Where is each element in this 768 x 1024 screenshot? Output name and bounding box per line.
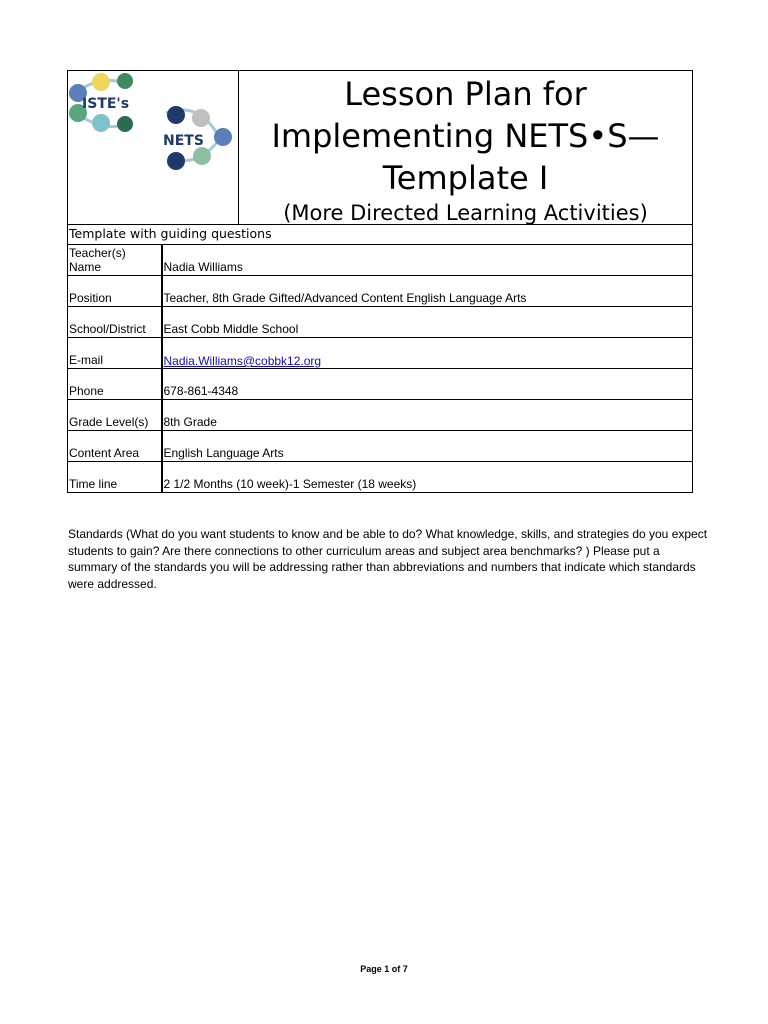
table-row (68, 245, 693, 276)
lesson-plan-header (67, 70, 693, 225)
row-label: Content Area (68, 431, 162, 462)
row-value: 8th Grade (162, 400, 693, 431)
row-label: E-mail (68, 338, 162, 369)
table-row (68, 276, 693, 307)
row-value: English Language Arts (162, 431, 693, 462)
row-label: Teacher(s) Name (68, 245, 162, 276)
row-value: East Cobb Middle School (162, 307, 693, 338)
row-label: School/District (68, 307, 162, 338)
row-value: Teacher, 8th Grade Gifted/Advanced Content English Language Arts (162, 276, 693, 307)
row-label: Time line (68, 462, 162, 493)
table-row (68, 338, 693, 369)
title-line-3: Template I (382, 159, 549, 197)
table-row (68, 400, 693, 431)
title-line-2: Implementing NETS•S— (271, 117, 660, 155)
page-footer: Page 1 of 7 (360, 964, 408, 974)
page-title (239, 71, 692, 199)
row-value (162, 338, 693, 369)
title-line-1: Lesson Plan for (344, 75, 587, 113)
logo-cell (68, 71, 239, 224)
page-subtitle: (More Directed Learning Activities) (283, 201, 648, 225)
row-label: Grade Level(s) (68, 400, 162, 431)
logo-text-bottom: NETS (163, 133, 204, 149)
teacher-info-table (67, 244, 693, 493)
guide-row: Template with guiding questions (67, 225, 693, 245)
table-row (68, 431, 693, 462)
table-row (68, 307, 693, 338)
row-label: Phone (68, 369, 162, 400)
iste-nets-logo (68, 71, 238, 171)
logo-text-top: ISTE's (82, 96, 130, 112)
table-row (68, 369, 693, 400)
table-row (68, 462, 693, 493)
row-label: Position (68, 276, 162, 307)
email-link[interactable]: Nadia.Williams@cobbk12.org (163, 354, 322, 368)
title-cell (239, 71, 692, 224)
standards-paragraph: Standards (What do you want students to know and be able to do? What knowledge, skills, and strategies do you expect students to gain? Are there connections to other curriculum areas and subject area benchmarks? ) Please put a summary of the standards you will be addressing rather than abbreviations and numbers that indicate which standards were addressed. (68, 527, 708, 591)
row-value: Nadia Williams (162, 245, 693, 276)
row-value: 678-861-4348 (162, 369, 693, 400)
row-value: 2 1/2 Months (10 week)-1 Semester (18 weeks) (162, 462, 693, 493)
